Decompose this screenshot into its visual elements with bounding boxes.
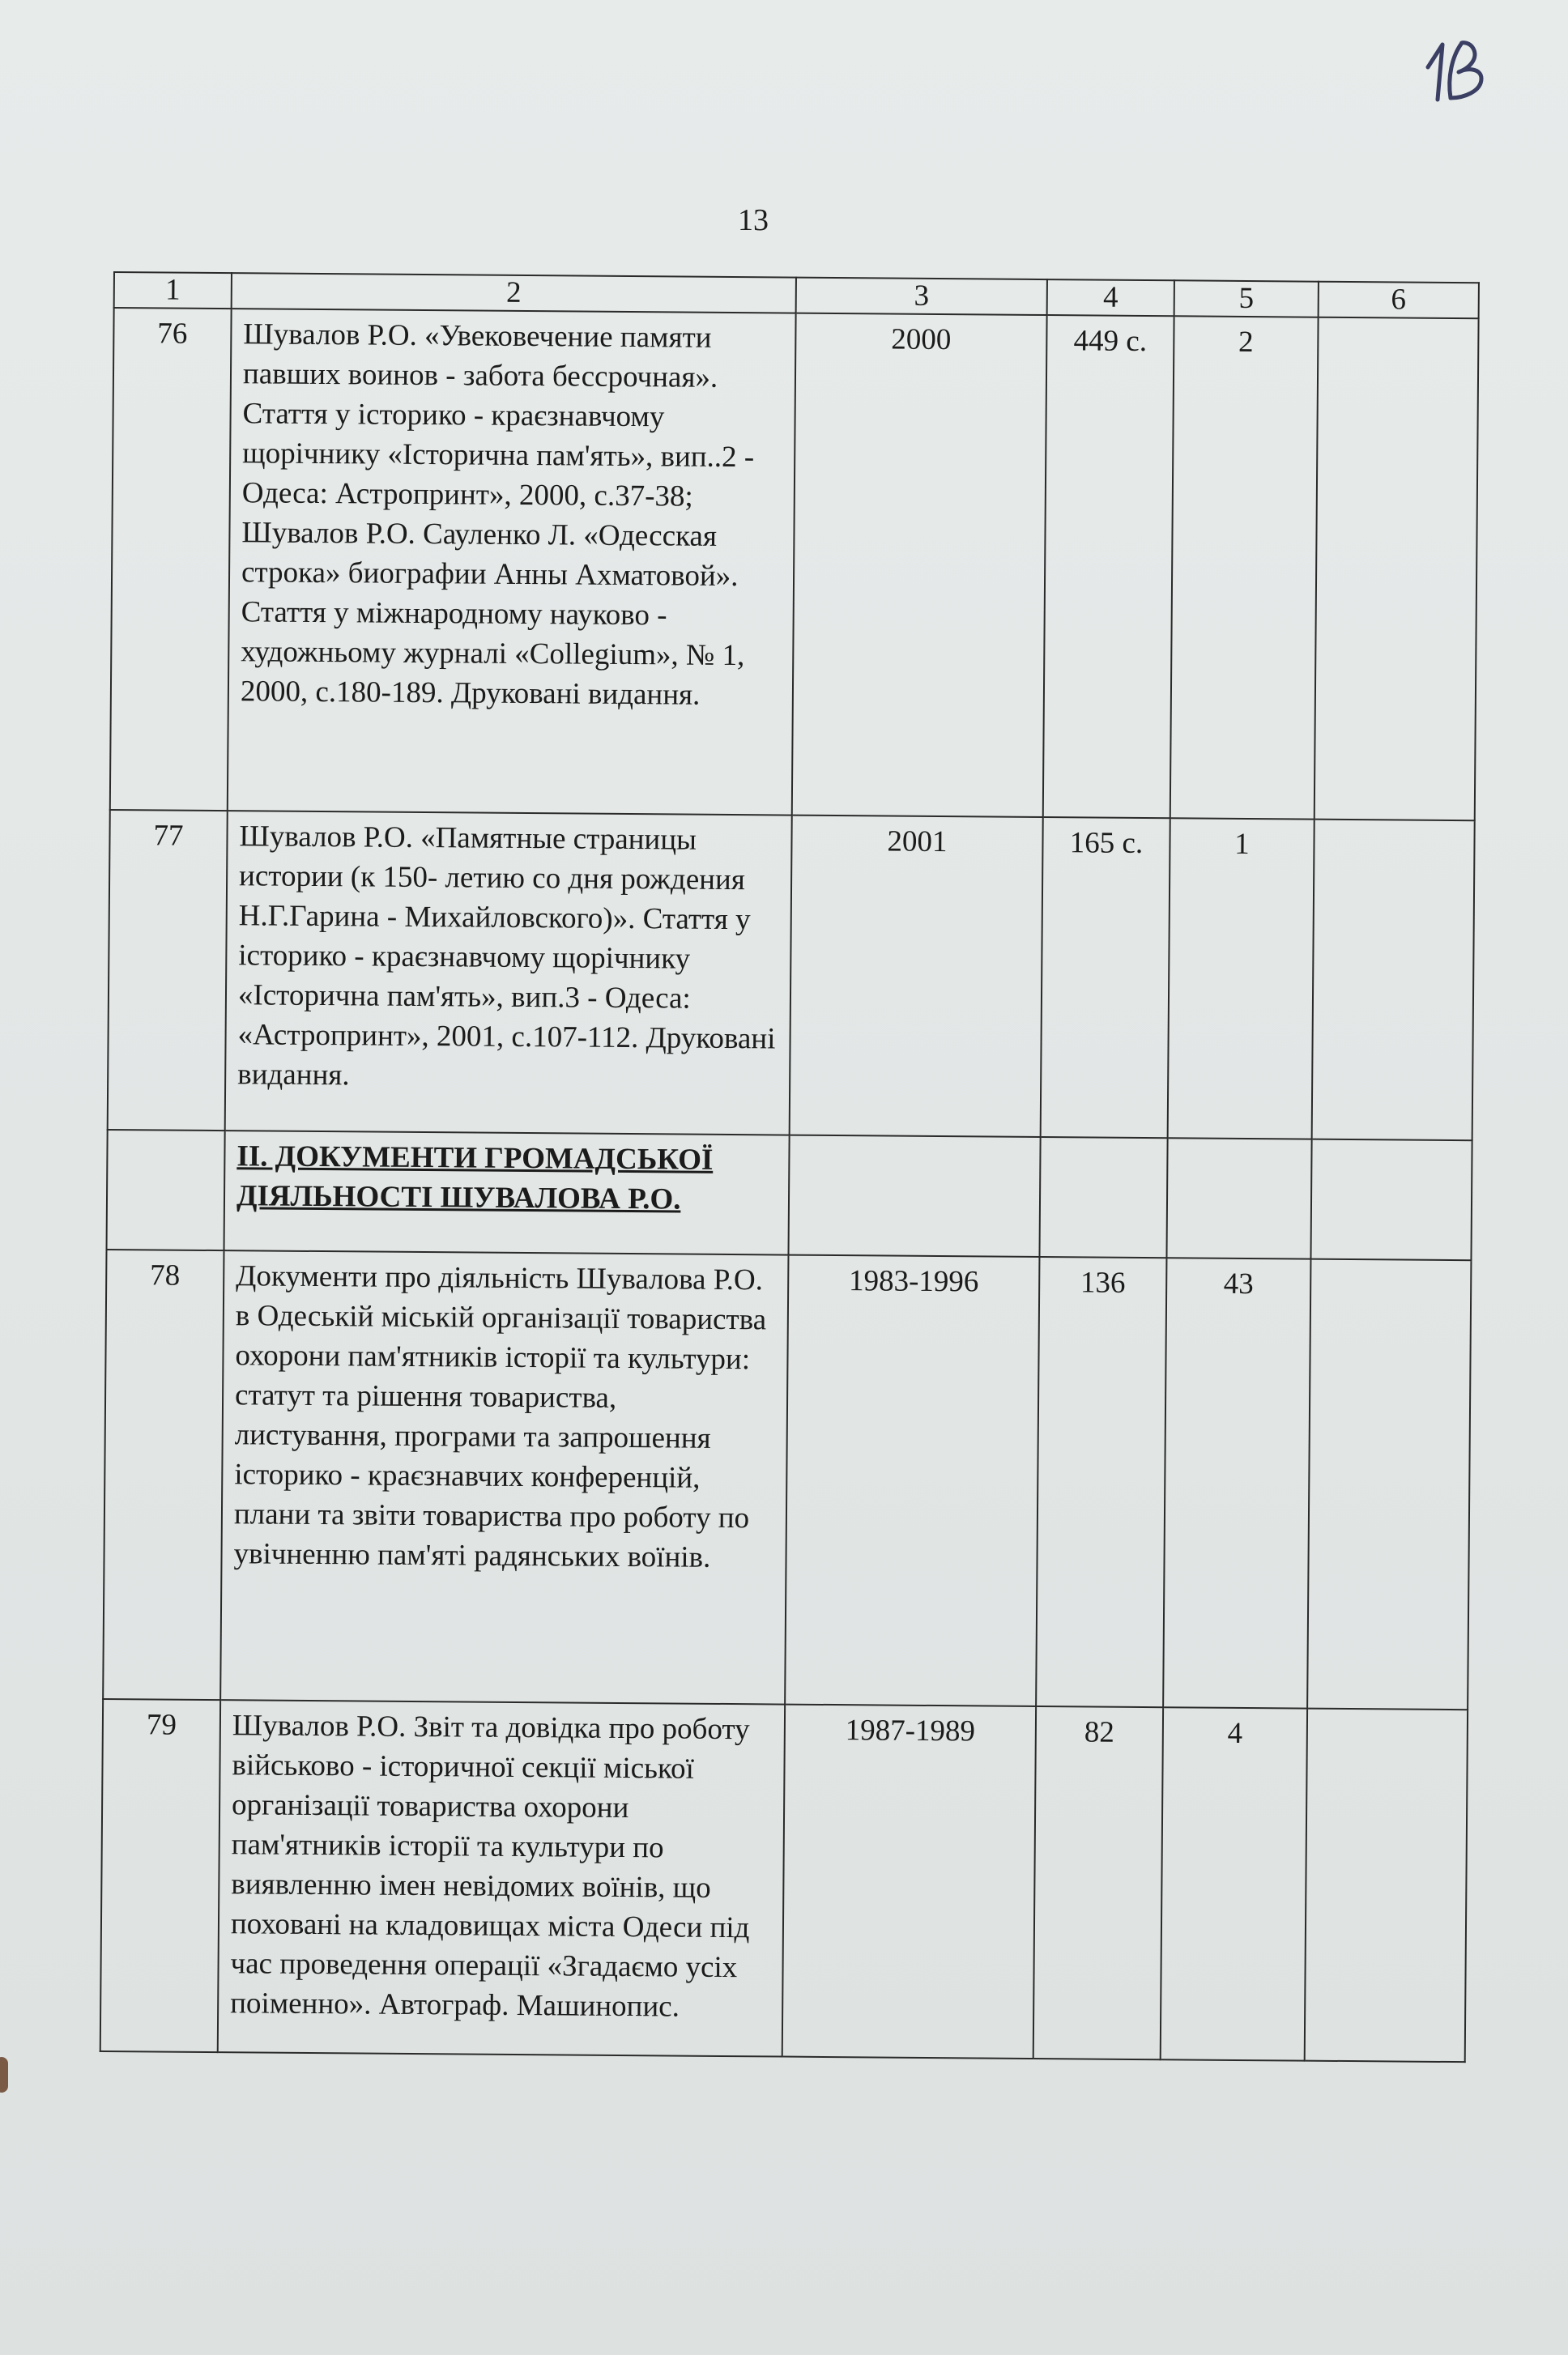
header-col-2: 2 <box>232 273 796 313</box>
item-number: 78 <box>103 1250 224 1700</box>
item-count: 2 <box>1170 316 1319 819</box>
table-row <box>100 1699 1468 2062</box>
item-notes <box>1314 317 1479 821</box>
header-col-5: 5 <box>1174 280 1319 317</box>
item-description: Шувалов Р.О. «Памятные страницы истории (к 150- летию со дня рождения Н.Г.Гарина - Михайловского)». Стаття у історико - краєзнавчому щорічнику «Історична пам'ять», вип.3 - Одеса: «Астропринт», 2001, с.107-112. Друковані видання. <box>225 811 792 1135</box>
item-dates: 2000 <box>792 313 1047 817</box>
table-row <box>110 308 1479 820</box>
item-count: 43 <box>1163 1258 1310 1708</box>
item-dates: 1983-1996 <box>785 1255 1039 1706</box>
item-notes <box>1307 1259 1471 1710</box>
page-number: 13 <box>738 203 769 237</box>
item-description: Шувалов Р.О. «Увековечение памяти павших воинов - забота бессрочная». Стаття у історико - краєзнавчому щорічнику «Історична пам'ять», вип..2 - Одеса: Астропринт», 2000, с.37-38; Шувалов Р.О. Сауленко Л. «Одесская строка» биографии Анны Ахматовой». Стаття у міжнародному науково - художньому журналі «Collegium», № 1, 2000, с.180-189. Друковані видання. <box>228 309 796 815</box>
section-title: ІІ. ДОКУМЕНТИ ГРОМАДСЬКОЇ ДІЯЛЬНОСТІ ШУВАЛОВА Р.О. <box>236 1139 714 1216</box>
item-pages: 449 с. <box>1043 315 1174 818</box>
item-number: 76 <box>110 308 232 811</box>
item-number: 77 <box>108 810 228 1131</box>
header-col-6: 6 <box>1319 282 1479 319</box>
item-notes <box>1312 820 1475 1141</box>
section-empty-cell <box>107 1130 225 1250</box>
section-empty-cell <box>1310 1139 1472 1261</box>
item-pages: 165 с. <box>1041 817 1170 1138</box>
header-col-3: 3 <box>796 278 1047 315</box>
archive-folio-mark <box>1413 20 1502 109</box>
item-pages: 82 <box>1033 1706 1163 2059</box>
inventory-table <box>100 271 1480 2063</box>
section-empty-cell <box>1039 1137 1167 1258</box>
header-col-1: 1 <box>114 272 232 309</box>
section-empty-cell <box>788 1135 1040 1257</box>
item-description: Шувалов Р.О. Звіт та довідка про роботу військово - історичної секції міської організації товариства охорони пам'ятників історії та культури по виявленню імен невідомих воїнів, що поховані на кладовищах міста Одеси під час проведення операції «Згадаємо усіх поіменно». Автограф. Машинопис. <box>218 1700 785 2056</box>
section-title-cell <box>224 1131 790 1254</box>
table-row <box>108 810 1475 1140</box>
section-empty-cell <box>1166 1138 1311 1258</box>
section-row <box>107 1130 1472 1260</box>
item-description: Документи про діяльність Шувалова Р.О. в Одеській міській організації товариства охорони пам'ятників історії та культури: статут та рішення товариства, листування, програми та запрошення історико - краєзнавчих конференцій, плани та звіти товариства про роботу по увічненню пам'яті радянських воїнів. <box>220 1250 788 1704</box>
header-col-4: 4 <box>1047 279 1174 316</box>
item-dates: 2001 <box>790 816 1043 1137</box>
item-pages: 136 <box>1036 1257 1166 1707</box>
item-dates: 1987-1989 <box>782 1705 1036 2059</box>
item-count: 4 <box>1161 1707 1307 2060</box>
table-row <box>103 1250 1471 1710</box>
item-notes <box>1305 1709 1468 2063</box>
binding-hole <box>0 2057 8 2093</box>
item-number: 79 <box>100 1699 220 2052</box>
item-count: 1 <box>1168 818 1314 1139</box>
